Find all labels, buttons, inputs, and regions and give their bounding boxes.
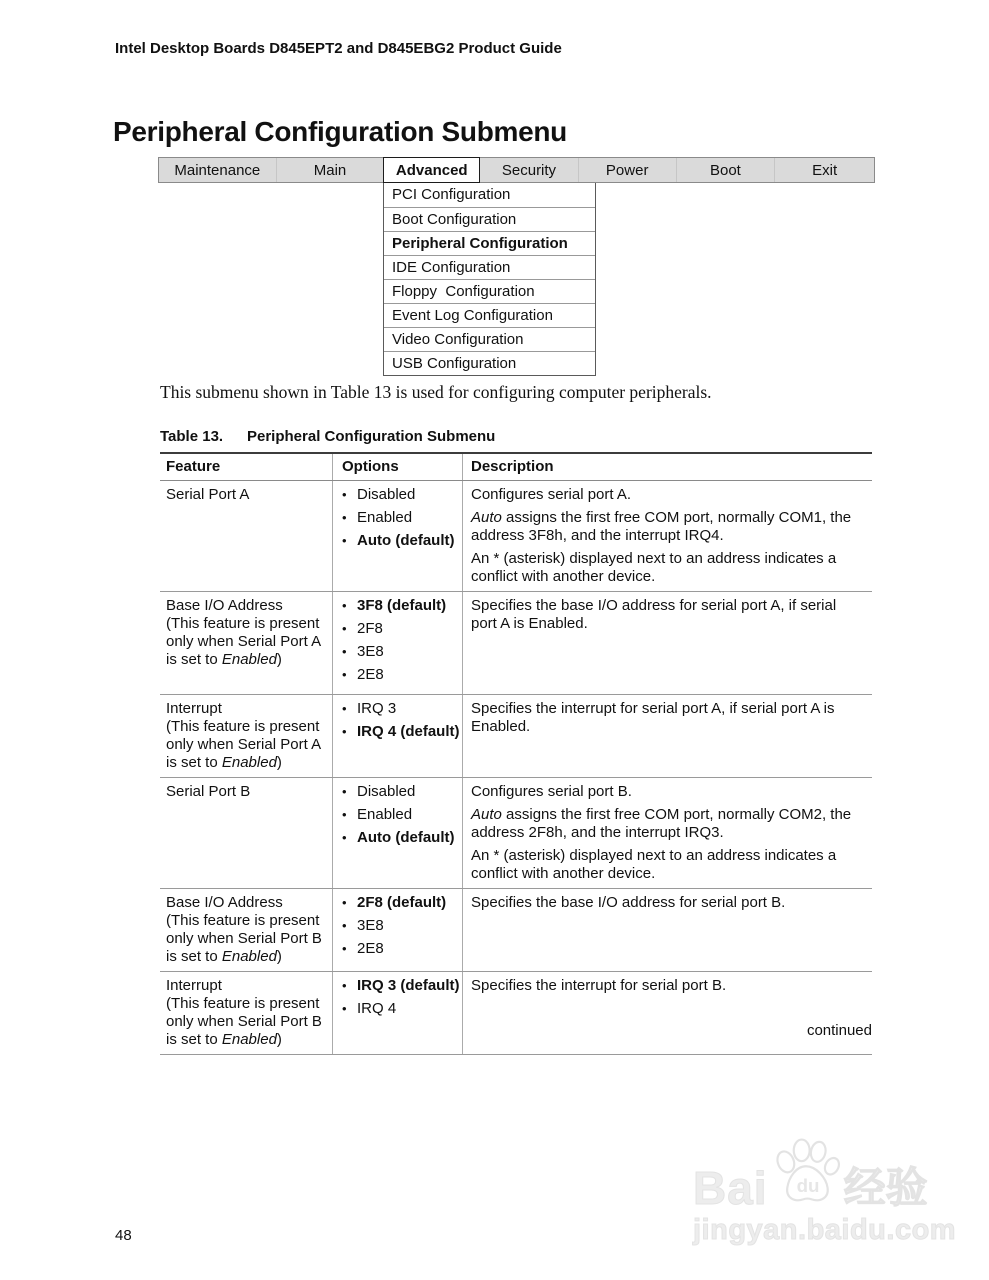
baidu-logo bbox=[693, 1136, 938, 1214]
text-segment: Specifies the interrupt for serial port B. bbox=[471, 977, 727, 994]
feature-name: Base I/O Address bbox=[166, 597, 283, 614]
option-label: IRQ 4 (default) bbox=[357, 723, 460, 740]
options-cell bbox=[333, 481, 463, 591]
bullet-icon: • bbox=[342, 978, 347, 993]
description-paragraph bbox=[471, 700, 864, 736]
menu-bar bbox=[158, 157, 875, 183]
feature-cell bbox=[160, 592, 333, 694]
continued-note: continued bbox=[806, 1022, 872, 1039]
text-segment: Enabled bbox=[221, 1031, 277, 1048]
option-label: Enabled bbox=[357, 806, 413, 823]
option-item bbox=[342, 894, 454, 912]
dropdown-item-event-log-configuration[interactable]: Event Log Configuration bbox=[384, 303, 595, 327]
column-header-options: Options bbox=[333, 454, 463, 480]
option-label: 2F8 bbox=[357, 620, 383, 637]
feature-name: Serial Port B bbox=[166, 783, 251, 800]
option-item bbox=[342, 597, 454, 615]
feature-cell bbox=[160, 778, 333, 888]
option-item bbox=[342, 977, 460, 995]
text-segment: assigns the first free COM port, normally COM1, the address 3F8h, and the interrupt IRQ4. bbox=[471, 509, 852, 544]
dropdown-item-ide-configuration[interactable]: IDE Configuration bbox=[384, 255, 595, 279]
bullet-icon: • bbox=[342, 918, 347, 933]
dropdown-item-peripheral-configuration[interactable]: Peripheral Configuration bbox=[384, 231, 595, 255]
table-row bbox=[160, 972, 872, 1055]
description-cell bbox=[463, 889, 872, 971]
text-segment: An * (asterisk) displayed next to an address indicates a conflict with another device. bbox=[471, 847, 837, 882]
table-caption-title: Peripheral Configuration Submenu bbox=[247, 428, 496, 445]
option-item bbox=[342, 666, 454, 684]
bullet-icon: • bbox=[342, 895, 347, 910]
option-label: IRQ 3 (default) bbox=[357, 977, 460, 994]
text-segment: (This feature is present only when Serial Port A is set to bbox=[166, 615, 321, 668]
description-paragraph bbox=[471, 550, 864, 586]
feature-cell bbox=[160, 695, 333, 777]
bullet-icon: • bbox=[342, 724, 347, 739]
feature-name: Interrupt bbox=[166, 700, 222, 717]
text-segment: ) bbox=[276, 948, 282, 965]
description-paragraph bbox=[471, 486, 864, 504]
text-segment: ) bbox=[276, 651, 282, 668]
option-label: IRQ 4 bbox=[357, 1000, 397, 1017]
table-header-row bbox=[160, 454, 872, 481]
option-item bbox=[342, 532, 454, 550]
option-label: 3E8 bbox=[357, 917, 384, 934]
intro-paragraph: This submenu shown in Table 13 is used for configuring computer peripherals. bbox=[160, 382, 712, 402]
option-label: 3F8 (default) bbox=[357, 597, 447, 614]
text-segment: Enabled bbox=[221, 948, 277, 965]
baidu-watermark bbox=[693, 1136, 957, 1247]
bullet-icon: • bbox=[342, 667, 347, 682]
dropdown-item-floppy-configuration[interactable]: Floppy Configuration bbox=[384, 279, 595, 303]
text-segment: Configures serial port A. bbox=[471, 486, 632, 503]
text-segment: (This feature is present only when Serial Port B is set to bbox=[166, 912, 322, 965]
dropdown-item-pci-configuration[interactable]: PCI Configuration bbox=[384, 183, 595, 207]
table-row bbox=[160, 592, 872, 695]
bullet-icon: • bbox=[342, 621, 347, 636]
bullet-icon: • bbox=[342, 644, 347, 659]
option-item bbox=[342, 509, 454, 527]
bullet-icon: • bbox=[342, 941, 347, 956]
option-label: 2F8 (default) bbox=[357, 894, 447, 911]
menu-tab-exit[interactable]: Exit bbox=[774, 158, 874, 182]
bullet-icon: • bbox=[342, 784, 347, 799]
option-label: Disabled bbox=[357, 783, 416, 800]
column-header-feature: Feature bbox=[160, 454, 333, 480]
description-cell bbox=[463, 778, 872, 888]
description-paragraph bbox=[471, 847, 864, 883]
option-item bbox=[342, 700, 454, 718]
peripheral-configuration-table bbox=[160, 452, 872, 1055]
option-label: Auto (default) bbox=[357, 532, 455, 549]
text-segment: Configures serial port B. bbox=[471, 783, 632, 800]
option-item bbox=[342, 783, 454, 801]
table-caption-label: Table 13. bbox=[160, 428, 224, 445]
option-item bbox=[342, 829, 454, 847]
option-label: 2E8 bbox=[357, 940, 384, 957]
option-label: 2E8 bbox=[357, 666, 384, 683]
option-item bbox=[342, 806, 454, 824]
description-paragraph bbox=[471, 509, 864, 545]
text-segment: Specifies the interrupt for serial port A, if serial port A is Enabled. bbox=[471, 700, 835, 735]
feature-cell bbox=[160, 889, 333, 971]
dropdown-item-usb-configuration[interactable]: USB Configuration bbox=[384, 351, 595, 375]
bullet-icon: • bbox=[342, 487, 347, 502]
bullet-icon: • bbox=[342, 701, 347, 716]
description-paragraph bbox=[471, 597, 864, 633]
text-segment: An * (asterisk) displayed next to an address indicates a conflict with another device. bbox=[471, 550, 837, 585]
menu-tab-power[interactable]: Power bbox=[578, 158, 676, 182]
description-paragraph bbox=[471, 783, 864, 801]
table-row bbox=[160, 481, 872, 592]
text-segment: Auto bbox=[471, 509, 502, 526]
option-label: Auto (default) bbox=[357, 829, 455, 846]
dropdown-item-video-configuration[interactable]: Video Configuration bbox=[384, 327, 595, 351]
option-label: Enabled bbox=[357, 509, 413, 526]
option-item bbox=[342, 486, 454, 504]
option-label: 3E8 bbox=[357, 643, 384, 660]
bullet-icon: • bbox=[342, 1001, 347, 1016]
table-row bbox=[160, 889, 872, 972]
option-item bbox=[342, 723, 460, 741]
menu-tab-maintenance[interactable]: Maintenance bbox=[174, 161, 261, 179]
description-cell bbox=[463, 592, 872, 694]
description-paragraph bbox=[471, 806, 864, 842]
text-segment: Auto bbox=[471, 806, 502, 823]
description-cell bbox=[463, 695, 872, 777]
text-segment: (This feature is present only when Serial Port A is set to bbox=[166, 718, 321, 771]
text-segment: Enabled bbox=[221, 651, 277, 668]
column-header-description: Description bbox=[471, 458, 554, 475]
text-segment: Enabled bbox=[221, 754, 277, 771]
options-cell bbox=[333, 972, 463, 1054]
options-cell bbox=[333, 778, 463, 888]
text-segment: Specifies the base I/O address for serial port B. bbox=[471, 894, 786, 911]
options-cell bbox=[333, 889, 463, 971]
feature-name: Base I/O Address bbox=[166, 894, 283, 911]
option-item bbox=[342, 620, 454, 638]
menu-tab-advanced[interactable]: Advanced bbox=[383, 157, 480, 183]
feature-cell bbox=[160, 481, 333, 591]
text-segment: (This feature is present only when Serial Port B is set to bbox=[166, 995, 322, 1048]
page-title: Peripheral Configuration Submenu bbox=[113, 116, 567, 147]
bullet-icon: • bbox=[342, 533, 347, 548]
feature-cell bbox=[160, 972, 333, 1054]
bullet-icon: • bbox=[342, 598, 347, 613]
description-paragraph bbox=[471, 894, 864, 912]
feature-note bbox=[166, 615, 324, 669]
text-segment: ) bbox=[276, 1031, 282, 1048]
advanced-dropdown-menu bbox=[383, 183, 596, 376]
text-segment: Specifies the base I/O address for serial port A, if serial port A is Enabled. bbox=[471, 597, 837, 632]
description-cell bbox=[463, 481, 872, 591]
feature-name: Interrupt bbox=[166, 977, 222, 994]
option-label: Disabled bbox=[357, 486, 416, 503]
bullet-icon: • bbox=[342, 510, 347, 525]
baidu-logo-text: Bai bbox=[693, 1162, 768, 1214]
text-segment: assigns the first free COM port, normally COM2, the address 2F8h, and the interrupt IRQ3. bbox=[471, 806, 852, 841]
feature-name: Serial Port A bbox=[166, 486, 250, 503]
options-cell bbox=[333, 695, 463, 777]
document-header: Intel Desktop Boards D845EPT2 and D845EBG2 Product Guide bbox=[115, 40, 562, 57]
baidu-watermark-url: jingyan.baidu.com bbox=[693, 1214, 957, 1246]
options-cell bbox=[333, 592, 463, 694]
baidu-paw-icon bbox=[770, 1136, 842, 1208]
table-caption bbox=[160, 428, 495, 445]
option-item bbox=[342, 1000, 454, 1018]
baidu-jingyan-cn-text: 经验 bbox=[843, 1164, 928, 1211]
option-label: IRQ 3 bbox=[357, 700, 397, 717]
feature-note bbox=[166, 718, 324, 772]
menu-tab-main[interactable]: Main bbox=[276, 158, 384, 182]
text-segment: ) bbox=[276, 754, 282, 771]
dropdown-item-boot-configuration[interactable]: Boot Configuration bbox=[384, 207, 595, 231]
option-item bbox=[342, 940, 454, 958]
option-item bbox=[342, 643, 454, 661]
menu-tab-security[interactable]: Security bbox=[501, 161, 557, 179]
bullet-icon: • bbox=[342, 830, 347, 845]
option-item bbox=[342, 917, 454, 935]
description-cell bbox=[463, 972, 872, 1054]
bullet-icon: • bbox=[342, 807, 347, 822]
baidu-paw-du-text: du bbox=[796, 1175, 820, 1197]
feature-note bbox=[166, 912, 324, 966]
page-number: 48 bbox=[115, 1227, 132, 1244]
table-row bbox=[160, 778, 872, 889]
table-row bbox=[160, 695, 872, 778]
description-paragraph bbox=[471, 977, 864, 995]
menu-tab-boot[interactable]: Boot bbox=[676, 158, 775, 182]
